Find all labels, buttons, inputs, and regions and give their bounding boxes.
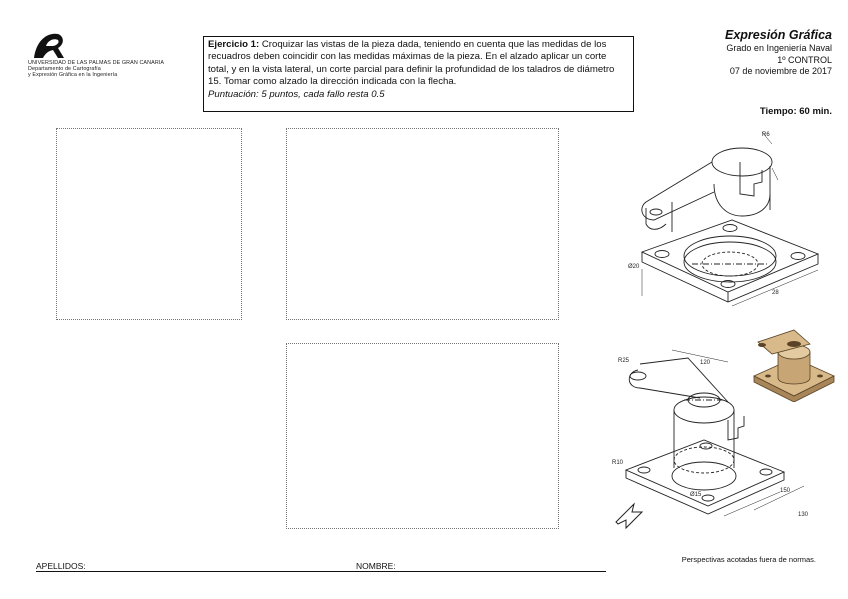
university-logo [28,28,188,78]
dimensions-note: Perspectivas acotadas fuera de normas. [681,555,816,564]
dim-bottom-len: 150 [780,488,791,494]
dim-bottom-arm: 120 [700,360,711,366]
time-limit: Tiempo: 60 min. [759,106,832,117]
dim-bottom-r25: R25 [618,358,630,364]
isometric-drawing-top [622,124,836,320]
isometric-drawing-bottom [604,340,826,536]
exercise-score: Puntuación: 5 puntos, cada fallo resta 0.5 [208,88,385,100]
university-name: UNIVERSIDAD DE LAS PALMAS DE GRAN CANARIA Departamento de Cartografía y Expresión Gráfica en la Ingeniería [28,60,165,78]
dim-bottom-phi: Ø15 [690,492,702,498]
exercise-text: Croquizar las vistas de la pieza dada, teniendo en cuenta que las medidas de los recuadros deben coincidir con las medidas máximas de la pieza. En el alzado aplicar un corte total, y en la vista lateral, un corte parcial para definir la profundidad de los taladros de diámetro 15. Tomar como alzado la dirección indicada con la flecha. [208,39,615,88]
front-view-box[interactable] [286,128,559,320]
dim-top-phi: Ø20 [628,264,640,270]
exam-date: 07 de noviembre de 2017 [729,66,832,76]
name-label: NOMBRE: [356,561,396,571]
student-info [36,560,606,572]
exercise-statement [203,36,634,112]
course-title: Expresión Gráfica [725,28,832,42]
dim-top-r: R6 [762,132,770,138]
side-view-box[interactable] [56,128,242,320]
surnames-label: APELLIDOS: [36,561,86,571]
ulpgc-logo-icon [28,28,68,60]
degree-name: Grado en Ingeniería Naval [726,43,832,53]
dim-top-w: 28 [772,290,779,296]
top-view-box[interactable] [286,343,559,529]
exercise-label: Ejercicio 1: [208,39,260,50]
dim-bottom-r10: R10 [612,460,624,466]
front-view-arrow-icon [616,504,642,528]
control-label: 1º CONTROL [777,54,832,65]
dim-bottom-side: 130 [798,512,809,518]
course-header [725,28,832,78]
